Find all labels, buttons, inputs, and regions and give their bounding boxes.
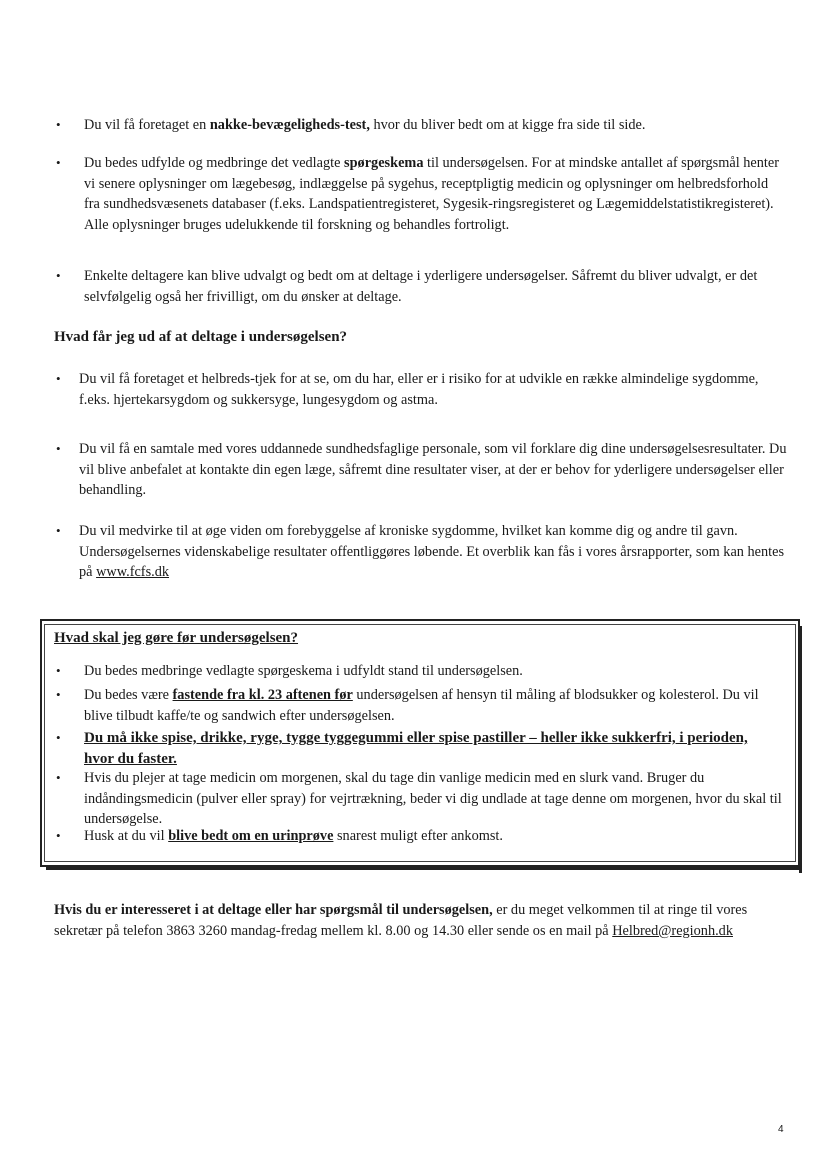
bullet-icon: • bbox=[56, 770, 61, 785]
bullet-icon: • bbox=[56, 523, 61, 538]
bullet-icon: • bbox=[56, 371, 61, 386]
bullet-text: Du må ikke spise, drikke, ryge, tygge tyggegummi eller spise pastiller – heller ikke sukkerfri, i perioden, hvor du faster. bbox=[84, 730, 748, 767]
website-link[interactable]: www.fcfs.dk bbox=[96, 564, 170, 580]
bullet-text: Du bedes være fastende fra kl. 23 aftenen før undersøgelsen af hensyn til måling af blodsukker og kolesterol. Du vil blive tilbudt kaffe/te og sandwich efter undersøgelsen. bbox=[84, 687, 759, 724]
bullet-text: Hvis du plejer at tage medicin om morgenen, skal du tage din vanlige medicin med en slurk vand. Bruger du indåndingsmedicin (pulver eller spray) for vejrtrækning, beder vi dig undlade at tage denne om morgenen, hvor du skal til undersøgelse. bbox=[84, 770, 782, 827]
list-item bbox=[56, 369, 791, 410]
bullet-text: Du bedes medbringe vedlagte spørgeskema i udfyldt stand til undersøgelsen. bbox=[84, 663, 523, 679]
list-item bbox=[56, 661, 784, 682]
bullet-icon: • bbox=[56, 663, 61, 678]
bullet-icon: • bbox=[56, 730, 61, 745]
bullet-icon: • bbox=[56, 441, 61, 456]
bullet-text: Du vil få en samtale med vores uddannede sundhedsfaglige personale, som vil forklare dig dine undersøgelsesresultater. Du vil blive anbefalet at kontakte din egen læge, såfremt dine resultater viser, at der er behov for yderligere undersøgelser eller behandling. bbox=[79, 441, 787, 498]
list-item bbox=[56, 768, 784, 830]
email-link[interactable]: Helbred@regionh.dk bbox=[612, 922, 733, 939]
bullet-text: Du bedes udfylde og medbringe det vedlagte spørgeskema til undersøgelsen. For at mindske antallet af spørgsmål henter vi senere oplysninger om lægebesøg, indlæggelse på sygehus, receptpligtig medicin og oplysninger om helbredsforhold fra sundhedsvæsenets databaser (f.eks. Landspatientregisteret, Sygesik-ringsregisteret og Lægemiddelstatistikregisteret). Alle oplysninger bruges udelukkende til forskning og behandles fortroligt. bbox=[84, 155, 779, 233]
bullet-text: Husk at du vil blive bedt om en urinprøve snarest muligt efter ankomst. bbox=[84, 828, 503, 844]
bullet-icon: • bbox=[56, 268, 61, 283]
bullet-icon: • bbox=[56, 155, 61, 170]
list-item bbox=[56, 685, 784, 726]
bullet-text: Du vil få foretaget en nakke-bevægeligheds-test, hvor du bliver bedt om at kigge fra side til side. bbox=[84, 117, 646, 133]
bullet-icon: • bbox=[56, 828, 61, 843]
list-item bbox=[56, 826, 784, 847]
bullet-icon: • bbox=[56, 117, 61, 132]
list-item bbox=[56, 521, 791, 583]
list-item bbox=[56, 728, 774, 769]
list-item bbox=[56, 153, 784, 235]
section-heading: Hvad får jeg ud af at deltage i undersøgelsen? bbox=[54, 329, 348, 345]
bullet-icon: • bbox=[56, 687, 61, 702]
list-item bbox=[56, 115, 784, 136]
bullet-text: Du vil medvirke til at øge viden om forebyggelse af kroniske sygdomme, hvilket kan komme dig og andre til gavn. Undersøgelsernes videnskabelige resultater offentliggøres løbende. Et overblik kan fås i vores årsrapporter, som kan hentes på www.fcfs.dk bbox=[79, 523, 785, 580]
list-item bbox=[56, 439, 791, 501]
page-number: 4 bbox=[778, 1124, 784, 1135]
list-item bbox=[56, 266, 784, 307]
bullet-text: Du vil få foretaget et helbreds-tjek for at se, om du har, eller er i risiko for at udvikle en række almindelige sygdomme, f.eks. hjertekarsygdom og sukkersyge, lungesygdom og astma. bbox=[79, 371, 759, 408]
contact-paragraph: Hvis du er interesseret i at deltage eller har spørgsmål til undersøgelsen, er du meget velkommen til at ringe til vores sekretær på telefon 3863 3260 mandag-fredag mellem kl. 8.00 og 14.30 eller sende os en mail på Helbred@regionh.dk bbox=[54, 902, 748, 939]
box-title: Hvad skal jeg gøre før undersøgelsen? bbox=[54, 630, 299, 646]
bullet-text: Enkelte deltagere kan blive udvalgt og bedt om at deltage i yderligere undersøgelser. Såfremt du bliver udvalgt, er det selvfølgelig også her frivilligt, om du ønsker at deltage. bbox=[84, 268, 758, 305]
